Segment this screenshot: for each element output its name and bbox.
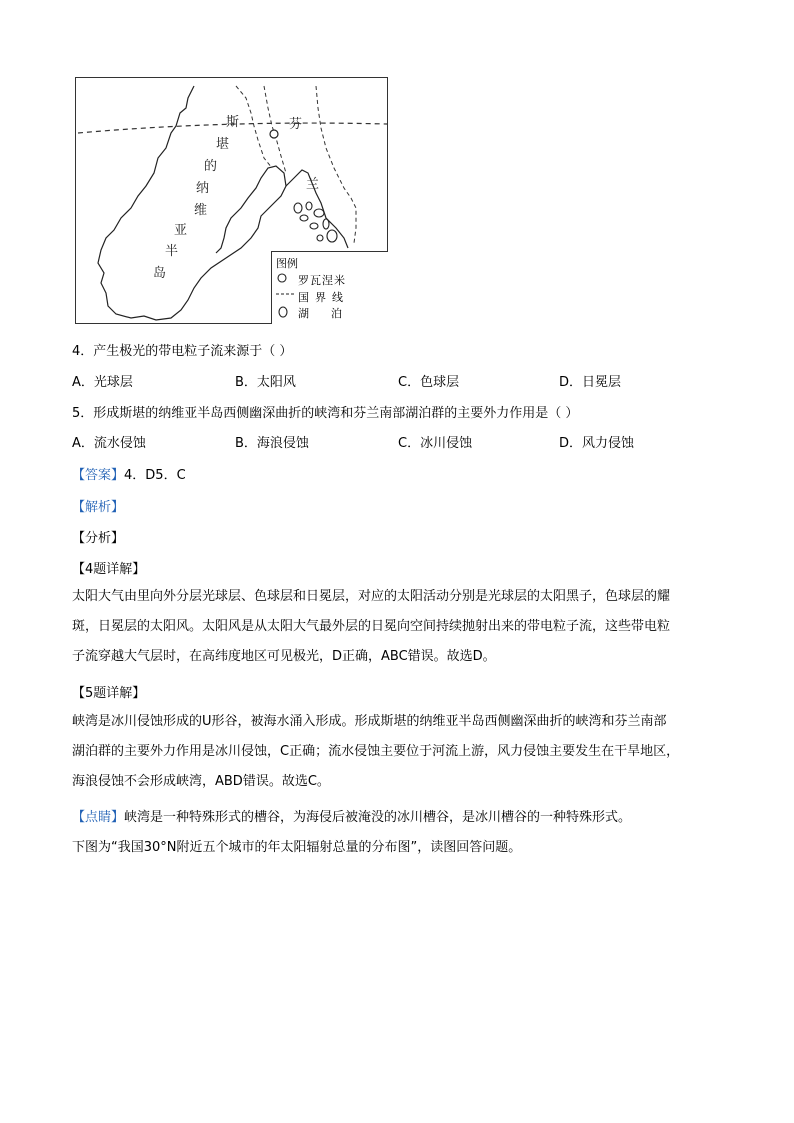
map-label-peninsula-6: 半 [165, 244, 179, 259]
question-5-option-c: C．冰川侵蚀 [398, 436, 473, 451]
peninsula-coastline [98, 86, 286, 320]
scandinavia-map [75, 77, 388, 324]
map-label-peninsula-1: 堪 [216, 137, 230, 152]
q4-detail-line-1: 太阳大气由里向外分层光球层、色球层和日冕层，对应的太阳活动分别是光球层的太阳黑子，色球层的耀 [72, 589, 671, 604]
border-line-finland [316, 86, 356, 243]
map-label-finland-1: 兰 [306, 177, 320, 192]
next-question-intro: 下图为“我国30°N附近五个城市的年太阳辐射总量的分布图”，读图回答问题。 [72, 840, 522, 855]
question-4-option-b: B．太阳风 [235, 375, 296, 390]
legend-row-city [276, 272, 346, 288]
legend-label-border: 国界线 [298, 291, 349, 304]
question-5-option-a: A．流水侵蚀 [72, 436, 146, 451]
question-4-option-a: A．光球层 [72, 375, 133, 390]
q5-detail-tag: 【5题详解】 [72, 686, 146, 701]
map-label-peninsula-3: 纳 [196, 181, 210, 196]
answer-text: 4．D5．C [124, 468, 186, 483]
question-5-option-d: D．风力侵蚀 [559, 436, 635, 451]
analysis-tag: 【解析】 [72, 500, 125, 515]
question-5-stem: 5．形成斯堪的纳维亚半岛西侧幽深曲折的峡湾和芬兰南部湖泊群的主要外力作用是（ ） [72, 406, 579, 421]
border-line-sweden [264, 86, 286, 173]
map-label-peninsula-5: 亚 [174, 223, 188, 238]
question-4-option-d: D．日冕层 [559, 375, 622, 390]
legend-title: 图例 [276, 257, 298, 270]
legend-row-border [276, 289, 349, 305]
map-label-peninsula-0: 斯 [226, 115, 240, 130]
rovaniemi-point [270, 130, 278, 138]
q5-detail-body [72, 707, 728, 797]
dianjing-tag: 【点睛】 [72, 810, 125, 825]
map-label-peninsula-4: 维 [194, 203, 208, 218]
question-5-option-b: B．海浪侵蚀 [235, 436, 309, 451]
border-line-norway [236, 86, 272, 168]
map-label-peninsula-2: 的 [204, 159, 218, 174]
question-4-stem: 4．产生极光的带电粒子流来源于（ ） [72, 344, 293, 359]
map-legend [271, 251, 388, 324]
q4-detail-line-3: 子流穿越大气层时，在高纬度地区可见极光，D正确，ABC错误。故选D。 [72, 649, 496, 664]
map-label-peninsula-7: 岛 [153, 266, 167, 281]
map-label-finland-0: 芬 [289, 117, 303, 132]
q4-detail-body [72, 582, 728, 672]
legend-label-lake: 湖泊 [298, 307, 364, 320]
q5-detail-line-1: 峡湾是冰川侵蚀形成的U形谷，被海水涌入形成。形成斯堪的纳维亚半岛西侧幽深曲折的峡湾和芬兰南部 [72, 714, 667, 729]
q4-detail-tag: 【4题详解】 [72, 562, 146, 577]
question-4-option-c: C．色球层 [398, 375, 460, 390]
q4-detail-line-2: 斑，日冕层的太阳风。太阳风是从太阳大气最外层的日冕向空间持续抛射出来的带电粒子流，这些带电粒 [72, 619, 671, 634]
q5-detail-line-3: 海浪侵蚀不会形成峡湾，ABD错误。故选C。 [72, 774, 330, 789]
legend-label-city: 罗瓦涅米 [298, 274, 346, 287]
answer-tag: 【答案】 [72, 468, 125, 483]
dianjing-text: 峡湾是一种特殊形式的槽谷，为海侵后被淹没的冰川槽谷，是冰川槽谷的一种特殊形式。 [124, 810, 632, 825]
q5-detail-line-2: 湖泊群的主要外力作用是冰川侵蚀，C正确；流水侵蚀主要位于河流上游，风力侵蚀主要发生在干旱地区， [72, 744, 680, 759]
fenxi-tag: 【分析】 [72, 531, 125, 546]
answer-line [72, 464, 186, 483]
legend-row-lake [276, 305, 364, 321]
dianjing-line [72, 806, 631, 825]
